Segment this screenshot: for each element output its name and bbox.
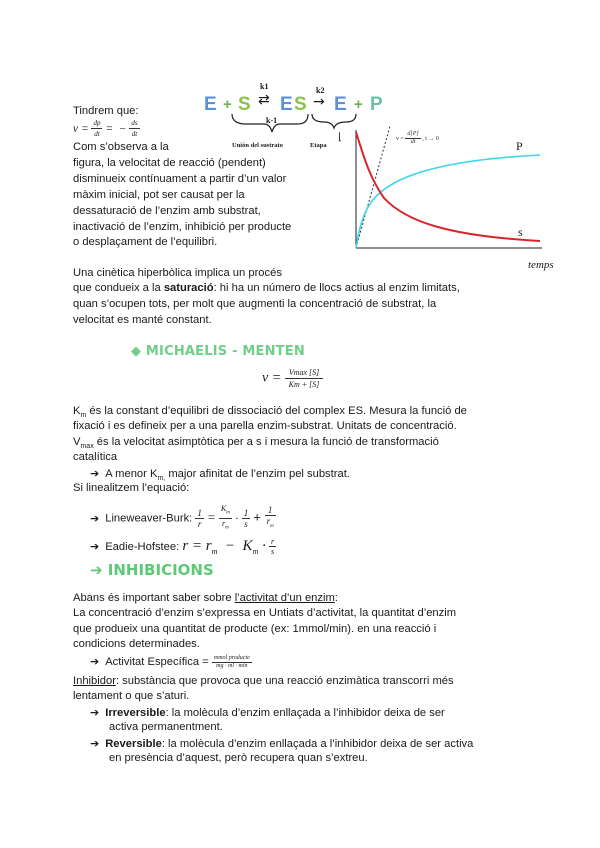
hyperbolic-line: quan s’ocupen tots, per molt que augmenti la concentració de substrat, la (73, 298, 437, 310)
vmax-definition: $V_{max}$ és la velocitat asimptòtica per a s i mesura la funció de transformació (73, 436, 439, 451)
inhibidor-term: Inhibidor (73, 675, 116, 687)
lineweaver-burk: ➔ Lineweaver-Burk: $\frac{1}{r}$ = $\frac{K_m}{r_m}$ · $\frac{1}{s}$ + $\frac{1}{r_m}$ (90, 504, 274, 531)
substrate-curve (356, 132, 540, 241)
intro-line: Tindrem que: (73, 105, 139, 117)
label-s: s (518, 225, 523, 239)
activitat-link-text: l’activitat d’un enzim (234, 592, 335, 604)
arrow-icon: ➔ (90, 655, 100, 668)
label-P: P (516, 139, 523, 153)
rate-equation: v = $\frac{dp}{dt}$ = − $\frac{ds}{dt}$ (73, 119, 138, 138)
initial-slope-line (356, 126, 390, 248)
inhibidor-definition: lentament o que s’aturi. (73, 690, 190, 702)
mm-equation: v = $\frac{Vmax [S]}{Km + [S]}$ (262, 367, 323, 390)
km-definition: fixació i es defineix per a una parella enzim-substrat. Unitats de concentració. (73, 420, 457, 432)
complex-E: E (280, 94, 293, 115)
eq-v: v (73, 122, 78, 135)
eadie-hofstee: ➔ Eadie-Hofstee: $r = r_m - K_m$ · $\frac{r}{s}$ (90, 537, 275, 557)
para-line: figura, la velocitat de reacció (pendent) (73, 157, 266, 169)
arrow-icon: ➔ (90, 511, 100, 525)
para-line: o desplaçament de l’equilibri. (73, 236, 218, 248)
arrow-icon: ➔ (90, 737, 100, 750)
hyperbolic-line: que condueix a la saturació: hi ha un número de llocs actius al enzim limitats, (73, 282, 460, 294)
forward-arrow: → (313, 94, 325, 110)
para-line: màxim inicial, pot ser causat per la (73, 189, 245, 201)
kinetics-graph (340, 118, 580, 280)
hyperbolic-line: Una cinètica hiperbòlica implica un procés (73, 267, 282, 279)
etapa-label: Etapa (310, 142, 327, 149)
irreversible-bullet: ➔ Irreversible: la molècula d’enzim enllaçada a l’inhibidor deixa de ser (90, 706, 445, 719)
para-line: inactivació de l’enzim, inhibició per producte (73, 221, 292, 233)
inhibidor-definition: Inhibidor: substància que provoca que una reacció enzimàtica transcorri més (73, 675, 454, 687)
concentracio-line: que produeix una quantitat de producte (ex: 1mmol/min). en una reacció i (73, 623, 437, 635)
affinity-bullet: ➔ A menor $K_{m,}$ major afinitat de l’enzim pel substrat. (90, 467, 350, 483)
linealitzem-line: Si linealitzem l’equació: (73, 482, 190, 494)
product-P: P (370, 94, 383, 115)
abans-line: Abans és important saber sobre l’activitat d’un enzim: (73, 592, 338, 604)
x-axis-label: temps (528, 259, 554, 271)
eq-frac-dp: $\frac{dp}{dt}$ (93, 119, 101, 138)
slope-annotation: v = $\frac{d[P]}{dt}$ , t → 0 (396, 131, 439, 145)
para-line: disminueix contínuament a partir d’un valor (73, 173, 287, 185)
activitat-especifica: ➔ Activitat Específica = $\frac{\text{mmol producte}}{mg \cdot ml \cdot \min}$ (90, 654, 250, 669)
concentracio-line: condicions determinades. (73, 638, 200, 650)
arrow-icon: ➔ (90, 467, 100, 480)
reversible-bullet-cont: en presència d’aquest, però recupera quan s’extreu. (109, 752, 368, 764)
reaction-scheme: E + S k1 ⇄ E S k2 → E + P k-1 Unión del sustrato Etapa ⌊ (204, 82, 383, 149)
k1-label: k1 (260, 82, 269, 91)
para-line: Com s’observa a la (73, 141, 169, 153)
para-line: dessaturació de l’enzim amb substrat, (73, 205, 261, 217)
concentracio-line: La concentració d’enzim s’expressa en Untiats d’activitat, la quantitat d’enzim (73, 607, 457, 619)
km-definition: $K_m$ és la constant d’equilibri de dissociació del complex ES. Mesura la funció de (73, 405, 467, 420)
product-curve (356, 155, 540, 248)
complex-S: S (294, 94, 307, 115)
eq-frac-ds: $\frac{ds}{dt}$ (131, 119, 138, 138)
vmax-definition: catalítica (73, 451, 118, 463)
k2-label: k2 (316, 86, 325, 95)
hyperbolic-line: velocitat es manté constant. (73, 314, 212, 326)
arrow-icon: ➔ (90, 706, 100, 719)
reversible-bullet: ➔ Reversible: la molècula d’enzim enllaçada a l’inhibidor deixa de ser activa (90, 737, 474, 750)
arrow-icon: ➔ (90, 540, 100, 553)
michaelis-heading: ◆ MICHAELIS - MENTEN (131, 344, 305, 359)
inhibicions-heading: ➔ INHIBICIONS (90, 561, 214, 579)
equilibrium-arrows: ⇄ (258, 92, 270, 108)
irreversible-bullet-cont: activa permanentment. (109, 721, 223, 733)
enzyme-E: E (204, 94, 217, 115)
union-label: Unión del sustrato (232, 142, 283, 149)
saturacio-term: saturació (163, 282, 214, 294)
product-E: E (334, 94, 347, 115)
k-minus1-label: k-1 (266, 116, 278, 125)
substrate-S: S (238, 94, 251, 115)
